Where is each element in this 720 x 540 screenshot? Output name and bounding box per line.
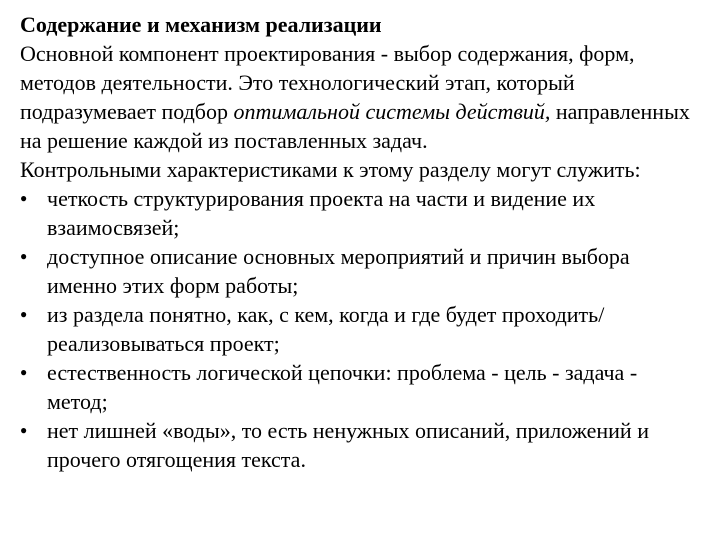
slide-title: Содержание и механизм реализации [20,12,382,37]
list-item [20,242,700,300]
intro-paragraph [20,39,700,155]
bullet-icon: ● [20,365,28,379]
intro-text-before: Основной компонент проектирования - выбор содержания, форм, методов деятельности. Это технологический этап, который подразумевает подбор [20,41,635,124]
lead-paragraph: Контрольными характеристиками к этому разделу могут служить: [20,157,641,182]
list-item-text: естественность логической цепочки: проблема - цель - задача - метод; [47,360,638,414]
bullet-icon: ● [20,423,28,437]
list-item [20,416,700,474]
intro-text-after: направленных на решение каждой из поставленных задач. [20,99,690,153]
list-item-text: доступное описание основных мероприятий и причин выбора именно этих форм работы; [47,244,630,298]
list-item [20,300,700,358]
bullet-icon: ● [20,249,28,263]
intro-italic-phrase: оптимальной системы действий, [233,99,551,124]
list-item-text: четкость структурирования проекта на части и видение их взаимосвязей; [47,186,596,240]
criteria-list [20,184,700,474]
list-item [20,184,700,242]
list-item-text: нет лишней «воды», то есть ненужных описаний, приложений и прочего отягощения текста. [47,418,649,472]
bullet-icon: ● [20,307,28,321]
bullet-icon: ● [20,191,28,205]
list-item [20,358,700,416]
list-item-text: из раздела понятно, как, с кем, когда и где будет проходить/реализовываться проект; [47,302,605,356]
